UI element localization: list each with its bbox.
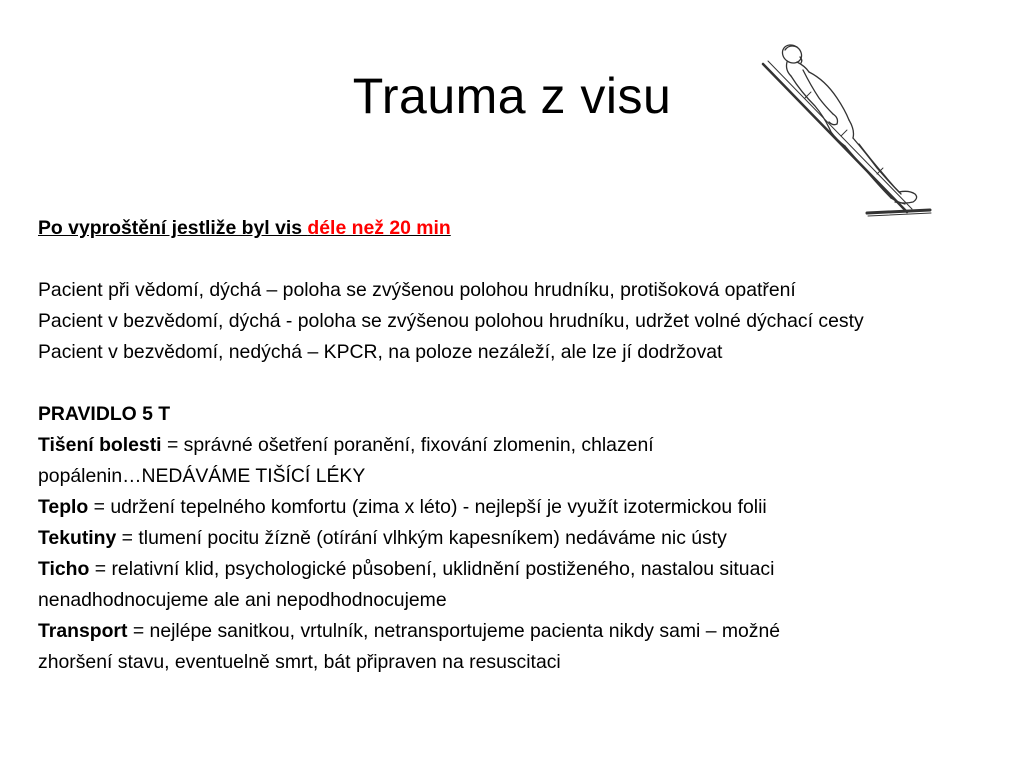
rule-term: Tekutiny: [38, 527, 117, 549]
rule-item-quiet-continued: nenadhodnocujeme ale ani nepodhodnocujeme: [38, 589, 447, 611]
patient-on-tilted-board-icon: [745, 40, 960, 225]
spacer: [38, 368, 1024, 399]
slide-title: Trauma z visu: [352, 68, 672, 124]
rule-title: PRAVIDLO 5 T: [38, 403, 171, 425]
rule-description: = udržení tepelného komfortu (zima x léto) - nejlepší je využít izotermickou folii: [88, 496, 767, 518]
rule-term: Ticho: [38, 558, 90, 580]
patient-state-line: Pacient v bezvědomí, dýchá - poloha se zvýšenou polohou hrudníku, udržet volné dýchací cesty: [38, 310, 864, 332]
rule-description: = nejlépe sanitkou, vrtulník, netransportujeme pacienta nikdy sami – možné: [127, 620, 781, 642]
spacer: [38, 244, 1024, 275]
rule-description: = správné ošetření poranění, fixování zlomenin, chlazení: [161, 434, 654, 456]
rule-item-transport: [38, 616, 1024, 647]
rule-item-pain-relief-continued: popálenin…NEDÁVÁME TIŠÍCÍ LÉKY: [38, 465, 366, 487]
rule-description: = tlumení pocitu žízně (otírání vlhkým kapesníkem) nedáváme nic ústy: [116, 527, 727, 549]
slide-content: [38, 213, 1024, 678]
condition-heading-highlight: déle než 20 min: [307, 217, 451, 239]
rule-item-pain-relief: [38, 430, 1024, 461]
rule-term: Teplo: [38, 496, 89, 518]
rule-term: Transport: [38, 620, 128, 642]
condition-heading: [38, 213, 1024, 244]
rule-description: = relativní klid, psychologické působení, uklidnění postiženého, nastalou situaci: [89, 558, 775, 580]
rule-item-warmth: [38, 492, 1024, 523]
patient-state-line: Pacient v bezvědomí, nedýchá – KPCR, na poloze nezáleží, ale lze jí dodržovat: [38, 341, 723, 363]
rule-item-transport-continued: zhoršení stavu, eventuelně smrt, bát připraven na resuscitaci: [38, 651, 561, 673]
patient-state-line: Pacient při vědomí, dýchá – poloha se zvýšenou polohou hrudníku, protišoková opatření: [38, 279, 796, 301]
rule-term: Tišení bolesti: [38, 434, 162, 456]
condition-heading-prefix: Po vyproštění jestliže byl vis: [38, 217, 308, 239]
rule-item-quiet: [38, 554, 1024, 585]
rule-item-fluids: [38, 523, 1024, 554]
